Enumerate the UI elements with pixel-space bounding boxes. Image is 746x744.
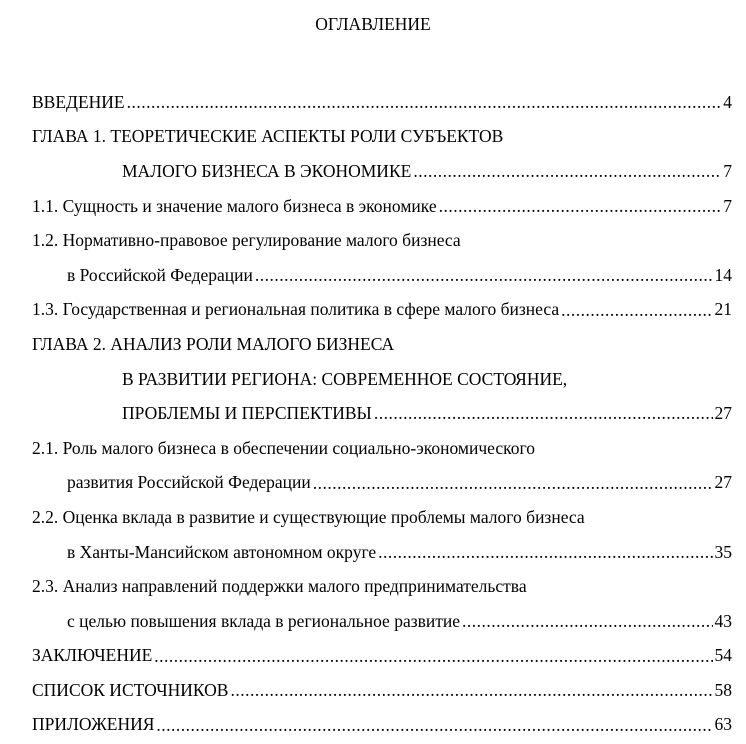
toc-entry-line[interactable]: [32, 535, 732, 570]
toc-entry-text: 1.2. Нормативно-правовое регулирование малого бизнеса: [32, 230, 461, 251]
toc-page-number: 7: [723, 195, 732, 216]
dot-leader: [230, 682, 712, 700]
toc-page-number: 54: [714, 645, 732, 666]
toc-entry-line[interactable]: [32, 362, 732, 397]
toc-entry-line[interactable]: [32, 396, 732, 431]
toc-entry-text: 1.3. Государственная и региональная политика в сфере малого бизнеса: [32, 299, 560, 320]
toc-page-number: 7: [723, 160, 732, 181]
toc-entry-text: с целью повышения вклада в региональное развитие: [67, 610, 461, 631]
table-of-contents: [32, 85, 732, 742]
toc-entry-text: 2.3. Анализ направлений поддержки малого предпринимательства: [32, 576, 527, 597]
toc-entry-line[interactable]: [32, 293, 732, 328]
toc-entry-line[interactable]: [32, 639, 732, 674]
toc-page-number: 27: [714, 472, 732, 493]
toc-page-number: 43: [714, 610, 732, 631]
toc-entry-text: 2.1. Роль малого бизнеса в обеспечении социально-экономического: [32, 437, 535, 458]
toc-page-number: 35: [714, 541, 732, 562]
toc-page-number: 14: [714, 264, 732, 285]
toc-page-number: 4: [723, 91, 732, 112]
toc-entry-text: В РАЗВИТИИ РЕГИОНА: СОВРЕМЕННОЕ СОСТОЯНИЕ,: [122, 368, 568, 389]
toc-entry-text: ПРИЛОЖЕНИЯ: [32, 714, 155, 735]
dot-leader: [127, 94, 722, 112]
toc-entry-text: 1.1. Сущность и значение малого бизнеса в экономике: [32, 195, 437, 216]
toc-entry-line[interactable]: [32, 431, 732, 466]
toc-title: ОГЛАВЛЕНИЕ: [315, 14, 431, 34]
toc-entry-text: в Российской Федерации: [67, 264, 253, 285]
dot-leader: [313, 474, 713, 492]
toc-entry-line[interactable]: [32, 154, 732, 189]
dot-leader: [255, 267, 713, 285]
toc-entry-line[interactable]: [32, 327, 732, 362]
toc-entry-text: ГЛАВА 2. АНАЛИЗ РОЛИ МАЛОГО БИЗНЕСА: [32, 333, 395, 354]
toc-entry-text: ЗАКЛЮЧЕНИЕ: [32, 645, 153, 666]
toc-entry-text: ГЛАВА 1. ТЕОРЕТИЧЕСКИЕ АСПЕКТЫ РОЛИ СУБЪЕКТОВ: [32, 126, 504, 147]
toc-entry-line[interactable]: [32, 258, 732, 293]
dot-leader: [462, 612, 712, 630]
toc-entry-line[interactable]: [32, 604, 732, 639]
dot-leader: [378, 543, 712, 561]
dot-leader: [156, 716, 712, 734]
toc-entry-line[interactable]: [32, 85, 732, 120]
toc-entry-line[interactable]: [32, 708, 732, 743]
toc-entry-line[interactable]: [32, 120, 732, 155]
dot-leader: [154, 647, 712, 665]
toc-entry-text: СПИСОК ИСТОЧНИКОВ: [32, 679, 229, 700]
toc-entry-line[interactable]: [32, 673, 732, 708]
dot-leader: [561, 301, 712, 319]
toc-entry-line[interactable]: [32, 569, 732, 604]
toc-page-number: 27: [714, 403, 732, 424]
toc-entry-text: МАЛОГО БИЗНЕСА В ЭКОНОМИКЕ: [122, 160, 412, 181]
toc-entry-line[interactable]: [32, 500, 732, 535]
toc-entry-line[interactable]: [32, 223, 732, 258]
toc-entry-line[interactable]: [32, 189, 732, 224]
toc-entry-line[interactable]: [32, 466, 732, 501]
toc-entry-text: развития Российской Федерации: [67, 472, 311, 493]
toc-page-number: 63: [714, 714, 732, 735]
toc-entry-text: ВВЕДЕНИЕ: [32, 91, 125, 112]
toc-entry-text: в Ханты-Мансийском автономном округе: [67, 541, 377, 562]
toc-entry-text: 2.2. Оценка вклада в развитие и существующие проблемы малого бизнеса: [32, 506, 585, 527]
dot-leader: [439, 197, 722, 215]
dot-leader: [374, 405, 713, 423]
dot-leader: [413, 163, 721, 181]
toc-page-number: 21: [714, 299, 732, 320]
toc-page-number: 58: [714, 679, 732, 700]
toc-entry-text: ПРОБЛЕМЫ И ПЕРСПЕКТИВЫ: [122, 403, 372, 424]
